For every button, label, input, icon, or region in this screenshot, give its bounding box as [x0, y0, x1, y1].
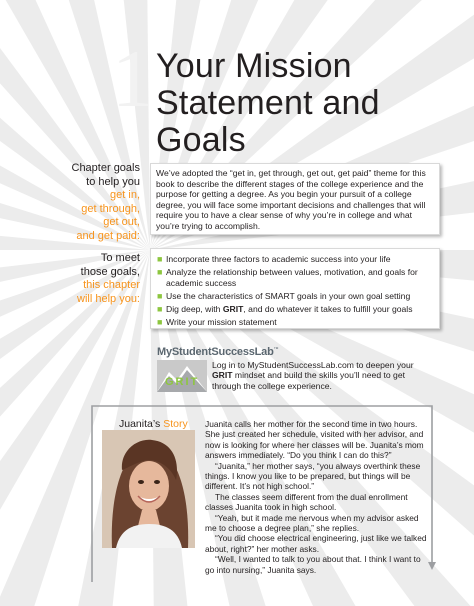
- bullet-icon: ■: [157, 254, 163, 264]
- mystudentsuccesslab-logo: MyStudentSuccessLab™: [157, 346, 279, 358]
- goal-item: ■ Dig deep, with GRIT, and do whatever it takes to fulfill your goals: [157, 304, 413, 315]
- story-paragraph: Juanita calls her mother for the second time in two hours. She just created her schedule, visited with her advisor, and now is looking for where her classes will be. Juanita’s mom answers immediately. “Do you think I can do this?”: [205, 419, 424, 461]
- label-line: get in,: [110, 189, 140, 201]
- story-paragraph: The classes seem different from the dual enrollment classes Juanita took in high school.: [205, 491, 408, 513]
- label-line: those goals,: [80, 265, 140, 278]
- chapter-number: 1: [112, 33, 153, 124]
- student-photo: [102, 430, 195, 548]
- goal-item: ■ Analyze the relationship between values, motivation, and goals for academic success: [157, 267, 418, 288]
- chapter-goals-label: [40, 162, 140, 243]
- goals-card: [150, 248, 440, 329]
- story-label: Juanita’s Story: [119, 418, 188, 430]
- label-line: to help you: [86, 175, 140, 188]
- label-line: and get paid:: [76, 229, 140, 242]
- story-text: [205, 419, 429, 575]
- story-paragraph: “Yeah, but it made me nervous when my advisor asked me to choose a degree plan,” she replies.: [205, 512, 419, 534]
- bullet-icon: ■: [157, 317, 163, 328]
- chapter-helps-label: [40, 252, 140, 306]
- title-line: Statement and: [156, 84, 380, 122]
- goals-list: [156, 254, 434, 328]
- story-paragraph: “Juanita,” her mother says, “you always overthink these things. I know you like to be prepared, but things will be different. It’s not high school.”: [205, 460, 421, 492]
- grit-badge: [157, 360, 207, 392]
- intro-paragraph: We’ve adopted the “get in, get through, get out, get paid” theme for this book to describe the different stages of the college experience and the purpose for getting a degree. As you begin your pursuit of a college degree, you will face some important decisions and challenges that will require you to have a clear sense of why you’re in college and what you’re trying to accomplish.: [156, 168, 426, 231]
- title-line: Your Mission: [156, 47, 352, 85]
- label-line: Chapter goals: [71, 162, 140, 174]
- down-arrow-icon: [428, 562, 436, 570]
- goal-item: ■ Incorporate three factors to academic success into your life: [157, 254, 391, 264]
- label-line: this chapter: [83, 279, 140, 291]
- bullet-icon: ■: [157, 290, 163, 301]
- label-line: To meet: [100, 252, 140, 264]
- story-paragraph: “You did choose electrical engineering, just like we talked about, right?” her mother asks.: [205, 533, 427, 554]
- story-paragraph: “Well, I wanted to talk to you about that. I think I want to go into nursing,” Juanita says.: [205, 554, 421, 575]
- chapter-title: [156, 48, 456, 159]
- goal-item: ■ Write your mission statement: [157, 317, 277, 328]
- label-line: get through,: [81, 202, 140, 215]
- intro-card: [150, 163, 440, 235]
- label-line: will help you:: [77, 292, 140, 305]
- goal-item: ■ Use the characteristics of SMART goals in your own goal setting: [157, 290, 411, 301]
- grit-word: GRIT: [165, 376, 200, 388]
- bullet-icon: ■: [157, 267, 163, 278]
- title-line: Goals: [156, 121, 246, 159]
- bullet-icon: ■: [157, 304, 163, 315]
- lab-description: Log in to MyStudentSuccessLab.com to deepen your GRIT mindset and build the skills you’ll need to get through the college experience.: [212, 360, 414, 391]
- label-line: get out,: [103, 216, 140, 228]
